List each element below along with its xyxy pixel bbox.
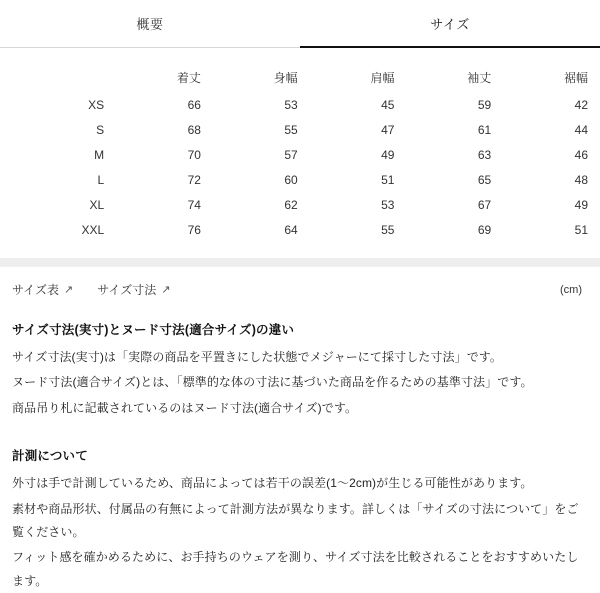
section-paragraph: 商品吊り札に記載されているのはヌード寸法(適合サイズ)です。	[12, 400, 358, 415]
row-label-l: L	[97, 172, 105, 187]
cell-xs-katahaba: 45	[381, 97, 395, 112]
table-row	[12, 117, 588, 142]
unit-note: (cm)	[560, 283, 582, 296]
table-row	[12, 167, 588, 192]
section-paragraph: フィット感を確かめるために、お手持ちのウェアを測り、サイズ寸法を比較されることをおすすめいたします。	[12, 550, 579, 588]
row-label-xxl: XXL	[81, 222, 105, 237]
column-header-mihaba: 身幅	[273, 71, 298, 85]
size-table-wrap	[0, 48, 600, 242]
column-header-kitake: 着丈	[176, 71, 201, 85]
tab-overview[interactable]	[0, 0, 300, 48]
cell-xxl-mihaba: 64	[284, 222, 298, 237]
table-corner-cell	[12, 48, 104, 92]
column-header-sodetake: 袖丈	[467, 71, 492, 85]
row-label-m: M	[94, 147, 105, 162]
cell-xl-kitake: 74	[187, 197, 201, 212]
cell-m-mihaba: 57	[284, 147, 298, 162]
tab-size-label: サイズ	[430, 16, 470, 32]
info-content	[0, 320, 600, 593]
cell-m-katahaba: 49	[381, 147, 395, 162]
cell-xs-sodetake: 59	[477, 97, 492, 112]
table-row	[12, 192, 588, 217]
table-row	[12, 92, 588, 117]
section-paragraph: 素材や商品形状、付属品の有無によって計測方法が異なります。詳しくは「サイズの寸法について」をご覧ください。	[12, 501, 579, 539]
cell-s-sodetake: 61	[477, 122, 492, 137]
table-header-row	[12, 48, 588, 92]
cell-l-susohaba: 48	[574, 172, 588, 187]
cell-xs-mihaba: 53	[284, 97, 298, 112]
tab-overview-label: 概要	[136, 17, 164, 32]
table-row	[12, 142, 588, 167]
cell-xxl-sodetake: 69	[477, 222, 492, 237]
tab-size[interactable]	[300, 0, 600, 48]
cell-s-kitake: 68	[187, 122, 201, 137]
cell-l-sodetake: 65	[477, 172, 492, 187]
tab-bar	[0, 0, 600, 48]
external-link-arrow-icon: ↗	[64, 284, 74, 296]
cell-m-susohaba: 46	[574, 147, 588, 162]
section-divider	[0, 258, 600, 267]
external-link-arrow-icon: ↗	[161, 284, 171, 296]
size-table-head	[12, 48, 588, 92]
cell-xs-kitake: 66	[187, 97, 201, 112]
cell-l-mihaba: 60	[284, 172, 298, 187]
cell-xxl-katahaba: 55	[381, 222, 395, 237]
section-heading-difference: サイズ寸法(実寸)とヌード寸法(適合サイズ)の違い	[12, 323, 295, 337]
cell-xl-susohaba: 49	[574, 197, 588, 212]
column-header-susohaba: 裾幅	[563, 71, 588, 85]
size-table	[12, 48, 588, 242]
cell-l-kitake: 72	[187, 172, 201, 187]
section-paragraph: ヌード寸法(適合サイズ)とは、「標準的な体の寸法に基づいた商品を作るための基準寸法」です。	[12, 375, 533, 390]
link-size-measurements-label: サイズ寸法	[97, 283, 157, 297]
table-row	[12, 217, 588, 242]
cell-m-sodetake: 63	[477, 147, 492, 162]
row-label-xl: XL	[89, 197, 105, 212]
cell-xl-sodetake: 67	[477, 197, 492, 212]
link-size-chart[interactable]	[12, 281, 73, 298]
cell-m-kitake: 70	[187, 147, 201, 162]
section-paragraph: 外寸は手で計測しているため、商品によっては若干の誤差(1〜2cm)が生じる可能性があります。	[12, 476, 533, 491]
cell-l-katahaba: 51	[381, 172, 395, 187]
cell-s-susohaba: 44	[574, 122, 588, 137]
row-label-s: S	[96, 122, 105, 137]
cell-xs-susohaba: 42	[574, 97, 588, 112]
cell-xxl-susohaba: 51	[574, 222, 588, 237]
size-table-body	[12, 92, 588, 242]
cell-s-katahaba: 47	[381, 122, 395, 137]
section-paragraph: サイズ寸法(実寸)は「実際の商品を平置きにした状態でメジャーにて採寸した寸法」です。	[12, 350, 503, 364]
cell-xl-katahaba: 53	[381, 197, 395, 212]
link-size-measurements[interactable]	[97, 281, 170, 298]
cell-s-mihaba: 55	[284, 122, 298, 137]
links-row	[0, 267, 600, 298]
section-heading-measurement: 計測について	[12, 449, 88, 464]
column-header-katahaba: 肩幅	[370, 71, 395, 85]
cell-xxl-kitake: 76	[187, 222, 201, 237]
row-label-xs: XS	[88, 97, 105, 112]
cell-xl-mihaba: 62	[284, 197, 298, 212]
link-size-chart-label: サイズ表	[12, 283, 60, 297]
